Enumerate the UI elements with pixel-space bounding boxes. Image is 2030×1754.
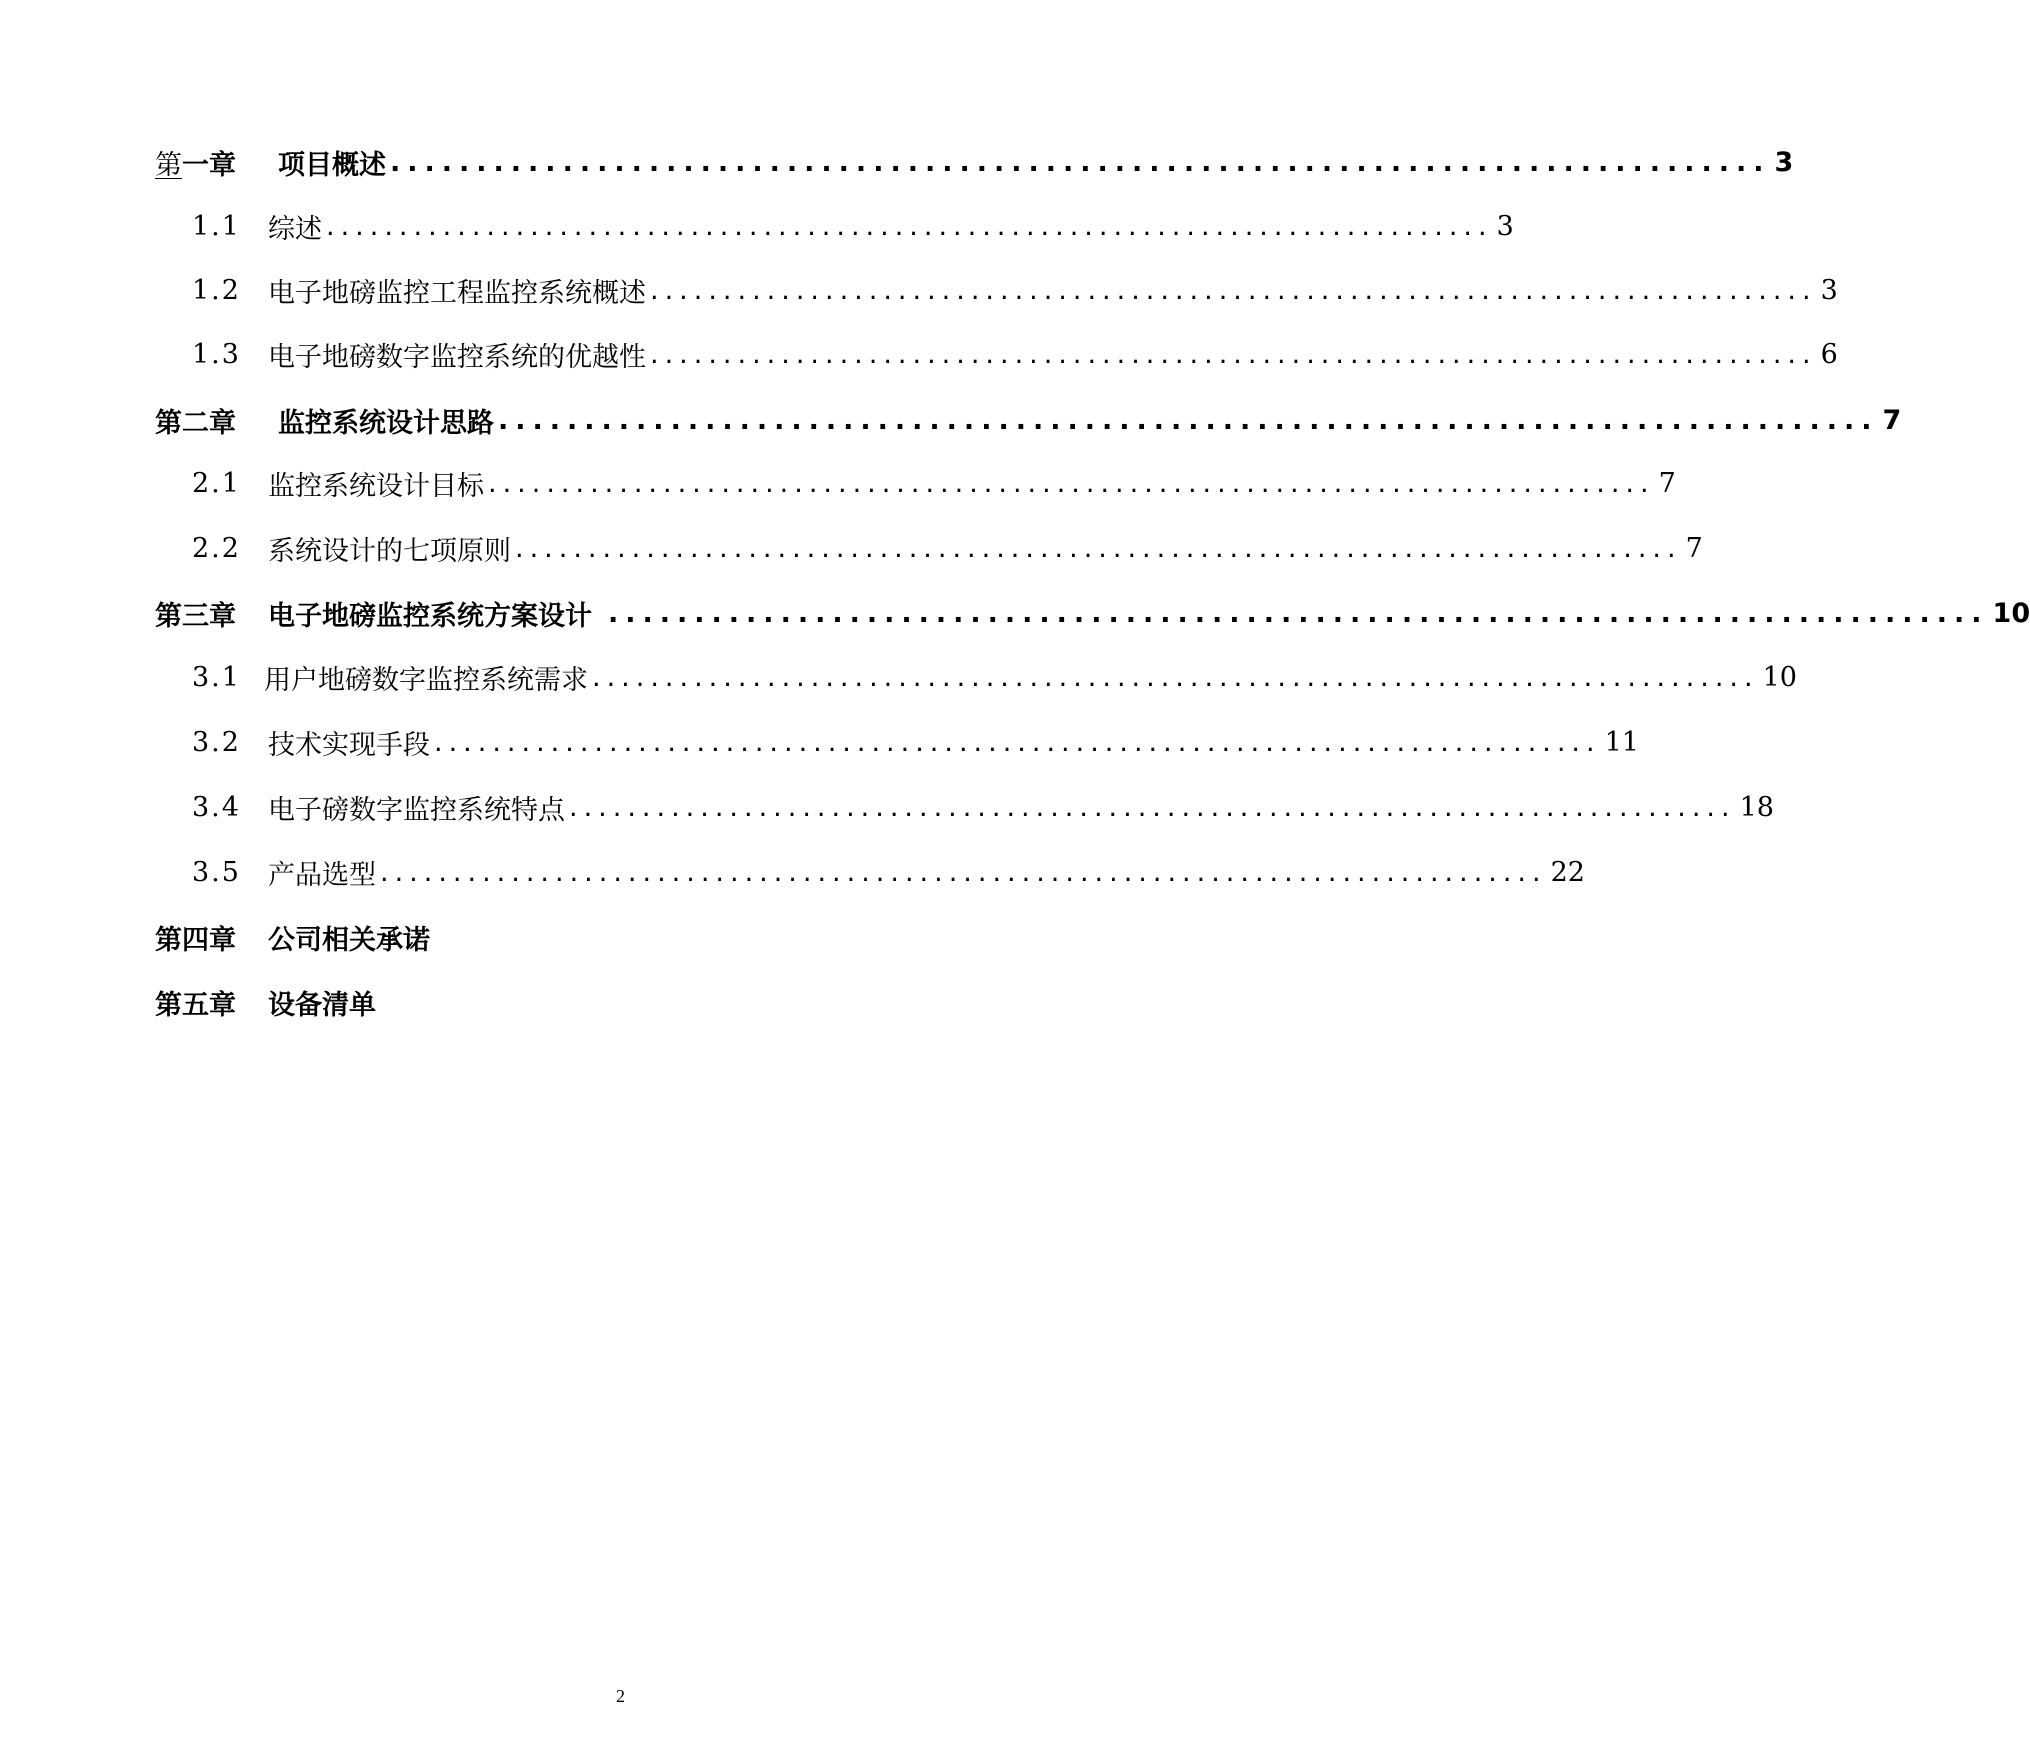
chapter-title: 项目概述 [278, 149, 386, 181]
section-title: 电子地磅数字监控系统的优越性 [268, 341, 646, 373]
dot-leader: ................................................................................ [650, 338, 1817, 370]
section-title: 综述 [268, 213, 322, 245]
section-number: 3.2 [192, 726, 241, 758]
toc-section-2-2[interactable] [192, 528, 1703, 568]
section-title: 监控系统设计目标 [268, 470, 484, 502]
chapter-number-rest: 一章 [182, 149, 236, 181]
dot-leader: ................................................................................ [569, 791, 1736, 823]
section-title: 产品选型 [268, 859, 376, 891]
chapter-number: 第三章 [155, 600, 236, 632]
chapter-number [155, 143, 278, 182]
toc-section-3-5[interactable] [192, 852, 1585, 892]
section-number: 2.1 [192, 467, 241, 499]
toc-section-1-2[interactable] [192, 270, 1838, 310]
dot-leader: ................................................................................ [326, 210, 1493, 242]
toc-section-3-1[interactable] [192, 657, 1797, 697]
toc-section-3-2[interactable] [192, 722, 1639, 762]
section-title: 电子磅数字监控系统特点 [268, 794, 565, 826]
dot-leader: ................................................................................ [380, 856, 1547, 888]
dot-leader: ................................................................................ [488, 467, 1655, 499]
section-number: 1.2 [192, 274, 241, 306]
page-ref: 7 [1685, 532, 1703, 564]
section-number: 3.4 [192, 791, 241, 823]
toc-chapter-2[interactable] [155, 400, 1902, 440]
page-ref: 7 [1658, 467, 1676, 499]
dot-leader: ................................................................................ [390, 146, 1771, 178]
section-number: 2.2 [192, 532, 241, 564]
dot-leader: ................................................................................ [650, 274, 1817, 306]
page-ref: 3 [1496, 210, 1514, 242]
page-ref: 22 [1550, 856, 1585, 888]
section-title: 系统设计的七项原则 [268, 535, 511, 567]
chapter-title: 公司相关承诺 [268, 924, 430, 956]
section-number: 3.5 [192, 856, 241, 888]
dot-leader: ................................................................................ [515, 532, 1682, 564]
page-ref: 10 [1992, 597, 2030, 629]
toc-section-1-3[interactable] [192, 334, 1838, 374]
page-number: 2 [616, 1686, 625, 1706]
section-title: 用户地磅数字监控系统需求 [264, 664, 588, 696]
chapter-number: 第二章 [155, 407, 236, 439]
chapter-number: 第五章 [155, 989, 236, 1021]
chapter-number-first-char: 第 [155, 149, 182, 181]
page-ref: 18 [1739, 791, 1774, 823]
section-number: 1.3 [192, 338, 241, 370]
dot-leader: ................................................................................ [434, 726, 1601, 758]
chapter-title: 电子地磅监控系统方案设计 [268, 600, 592, 632]
section-title: 电子地磅监控工程监控系统概述 [268, 277, 646, 309]
dot-leader: ................................................................................ [498, 404, 1879, 436]
section-title: 技术实现手段 [268, 729, 430, 761]
page-ref: 3 [1774, 146, 1794, 178]
section-number: 3.1 [192, 661, 241, 693]
toc-chapter-4[interactable] [155, 917, 1017, 957]
toc-chapter-3[interactable] [155, 593, 2030, 633]
toc-chapter-1[interactable] [155, 142, 1794, 182]
toc-section-1-1[interactable] [192, 206, 1514, 246]
page-ref: 10 [1762, 661, 1797, 693]
chapter-title: 设备清单 [268, 989, 376, 1021]
section-number: 1.1 [192, 210, 241, 242]
toc-chapter-5[interactable] [155, 982, 1017, 1022]
chapter-title: 监控系统设计思路 [278, 407, 494, 439]
chapter-number: 第四章 [155, 924, 236, 956]
page-ref: 11 [1604, 726, 1639, 758]
page-ref: 6 [1820, 338, 1838, 370]
dot-leader: ................................................................................ [608, 597, 1989, 629]
page-ref: 3 [1820, 274, 1838, 306]
page-ref: 7 [1882, 404, 1902, 436]
toc-section-3-4[interactable] [192, 787, 1774, 827]
toc-section-2-1[interactable] [192, 463, 1676, 503]
dot-leader: ................................................................................ [592, 661, 1759, 693]
